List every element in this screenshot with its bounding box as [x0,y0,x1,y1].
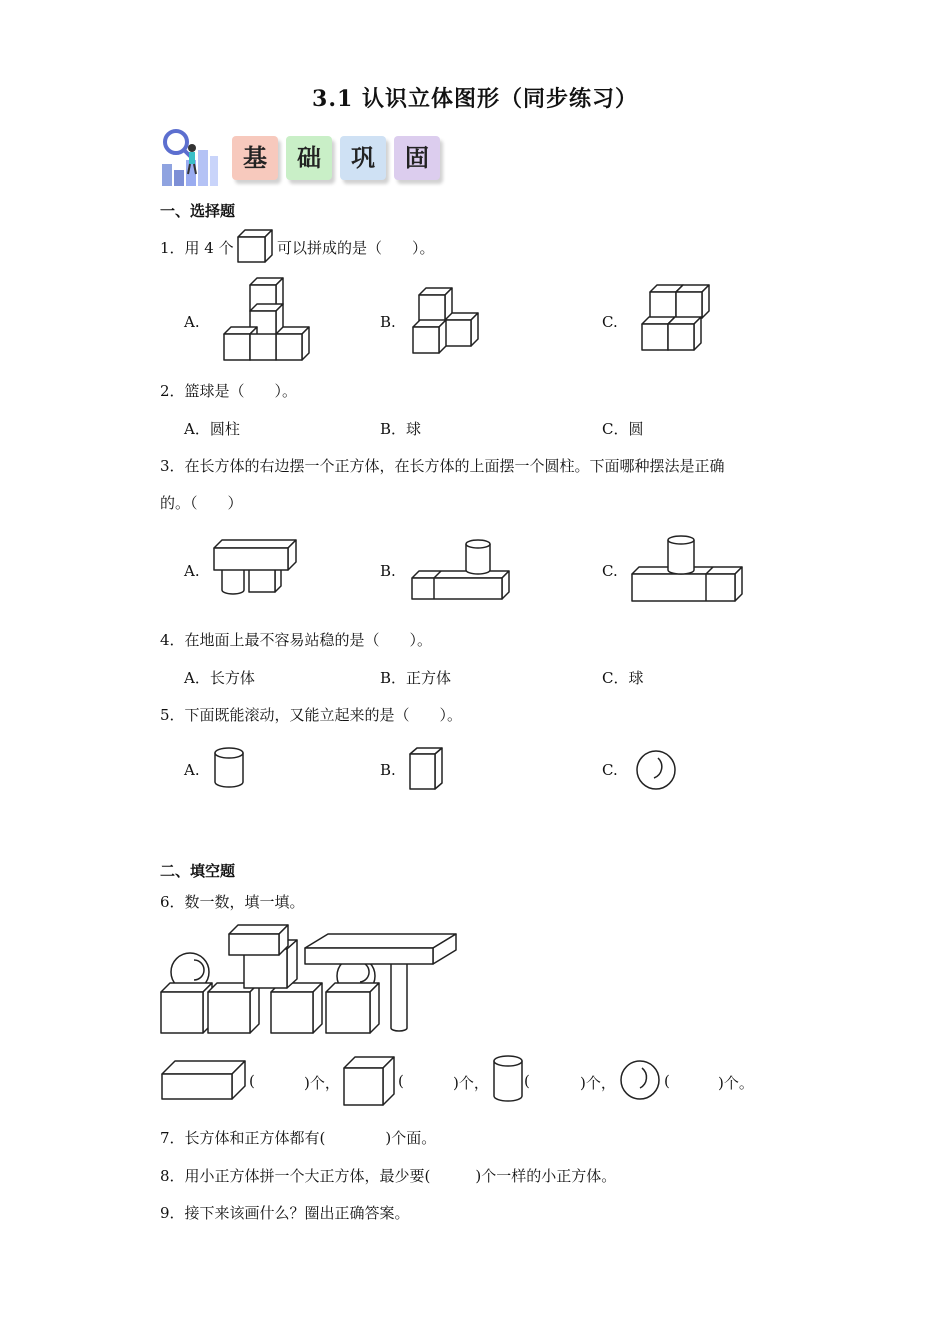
banner-badge-3: 巩 [340,136,386,180]
q6-blank-open-2: ( [398,1072,404,1090]
banner [158,126,458,190]
q6-answer-blank-cylinder[interactable] [533,1068,577,1090]
small-cube-icon [236,228,276,264]
q6-cylinder-icon [490,1054,526,1104]
q3-option-c-figure [630,532,746,604]
q6-blank-open-3: ( [524,1072,530,1090]
q5-option-b-label[interactable]: B. [380,761,396,779]
q6-text: 6．数一数，填一填。 [160,893,305,911]
q6-count-suffix-4: )个。 [718,1074,754,1092]
q1-option-c-figure [640,284,716,356]
magnifier-figure-icon [158,126,224,190]
q5-text: 5．下面既能滚动，又能立起来的是（ ）。 [160,706,463,724]
q4-option-c[interactable]: C．球 [602,669,644,687]
q2-option-b[interactable]: B．球 [380,420,422,438]
q6-blank-open-1: ( [249,1072,255,1090]
q4-option-b[interactable]: B．正方体 [380,669,452,687]
banner-badge-4: 固 [394,136,440,180]
page-title: 3.1 认识立体图形（同步练习） [312,86,638,112]
q5-sphere-icon [634,748,678,792]
q6-cube-icon [342,1054,396,1108]
banner-badge-1: 基 [232,136,278,180]
q6-count-suffix-2: )个， [453,1074,489,1092]
q4-option-a[interactable]: A．长方体 [184,669,255,687]
q1-option-b-label[interactable]: B. [380,313,396,331]
q3-option-c-label[interactable]: C. [602,562,618,580]
q6-count-suffix-3: )个， [580,1074,616,1092]
q6-shape-composition [158,920,462,1038]
banner-badge-2: 础 [286,136,332,180]
section-heading-choice: 一、选择题 [160,202,236,220]
q5-cuboid-icon [408,746,446,792]
q1-text-before: 1．用 4 个 [160,239,234,257]
q2-option-a[interactable]: A．圆柱 [184,420,240,438]
q1-option-c-label[interactable]: C. [602,313,618,331]
q5-option-a-label[interactable]: A. [184,761,200,779]
q6-blank-open-4: ( [664,1072,670,1090]
q6-cuboid-icon [160,1058,248,1102]
q1-option-b-figure [411,286,483,356]
q6-answer-blank-cuboid[interactable] [258,1068,302,1090]
q3-option-b-figure [410,538,514,602]
q1-text-after: 可以拼成的是（ ）。 [277,239,435,257]
q3-option-a-figure [212,538,300,600]
q1-option-a-label[interactable]: A. [184,313,200,331]
q3-text-line2: 的。（ ） [160,494,243,512]
q6-answer-blank-sphere[interactable] [673,1068,717,1090]
q9-text: 9．接下来该画什么？圈出正确答案。 [160,1204,410,1222]
q2-text: 2．篮球是（ ）。 [160,382,298,400]
q1-option-a-figure [222,276,312,362]
q6-sphere-icon [618,1058,662,1102]
q8-text: 8．用小正方体拼一个大正方体，最少要( )个一样的小正方体。 [160,1167,617,1185]
q5-cylinder-icon [212,746,246,790]
q4-text: 4．在地面上最不容易站稳的是（ ）。 [160,631,433,649]
q3-option-b-label[interactable]: B. [380,562,396,580]
q3-option-a-label[interactable]: A. [184,562,200,580]
q3-text-line1: 3．在长方体的右边摆一个正方体，在长方体的上面摆一个圆柱。下面哪种摆法是正确 [160,457,725,475]
q6-count-suffix-1: )个， [304,1074,340,1092]
q6-answer-blank-cube[interactable] [407,1068,451,1090]
q5-option-c-label[interactable]: C. [602,761,618,779]
section-heading-fill: 二、填空题 [160,862,236,880]
q7-text: 7．长方体和正方体都有( )个面。 [160,1129,437,1147]
q2-option-c[interactable]: C．圆 [602,420,644,438]
